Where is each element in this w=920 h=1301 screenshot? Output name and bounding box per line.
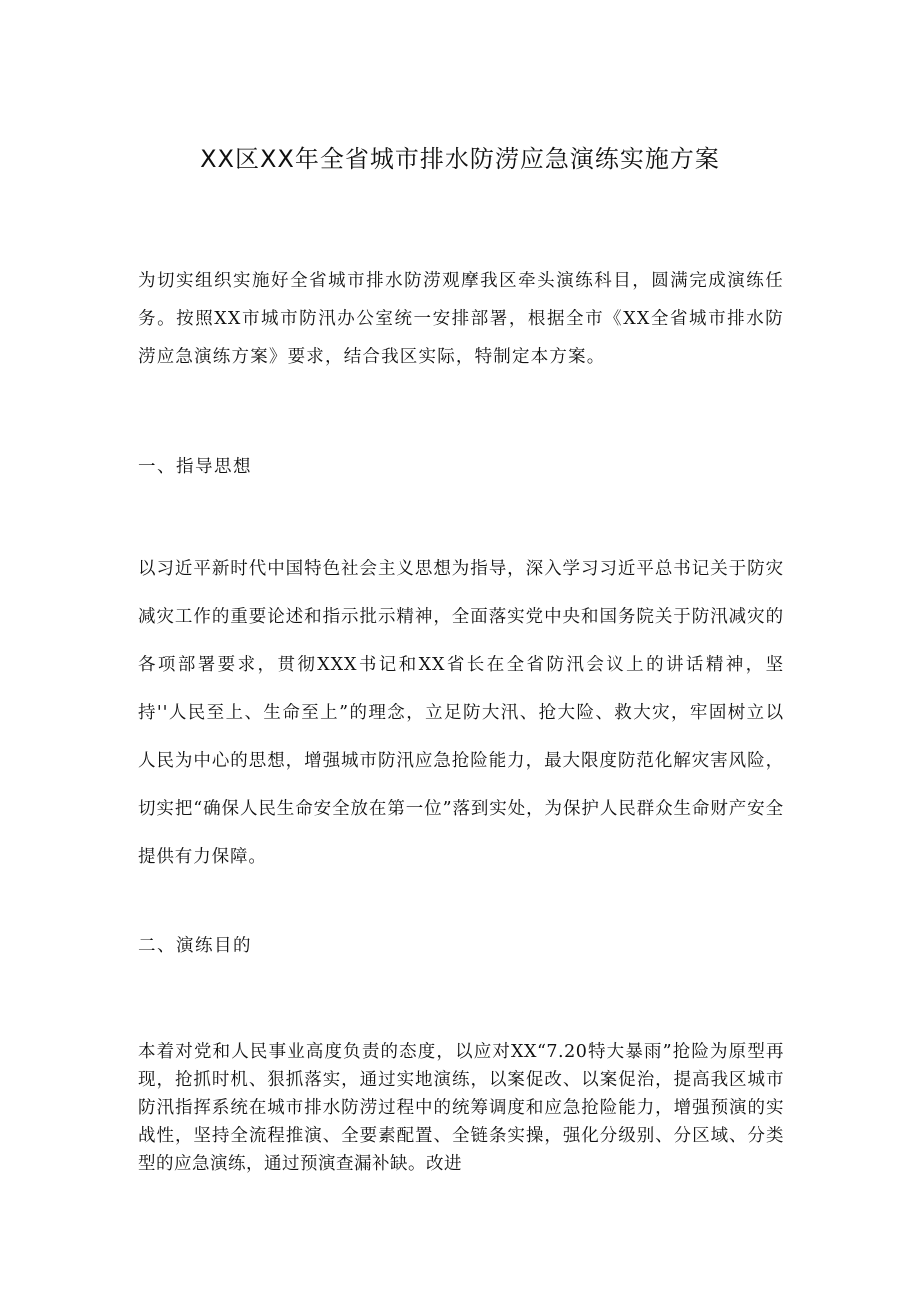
intro-paragraph: 为切实组织实施好全省城市排水防涝观摩我区牵头演练科目，圆满完成演练任务。按照XX市城市防汛办公室统一安排部署，根据全市《XX全省城市排水防涝应急演练方案》要求，结合我区实际，特制定本方案。 (138, 271, 784, 367)
section-heading-guiding-ideology: 一、指导思想 (138, 457, 252, 477)
section-heading-drill-purpose: 二、演练目的 (138, 936, 252, 956)
section-body-drill-purpose: 本着对党和人民事业高度负责的态度，以应对XX“7.20特大暴雨”抢险为原型再现，抢抓时机、狠抓落实，通过实地演练，以案促改、以案促治，提高我区城市防汛指挥系统在城市排水防涝过程中的统筹调度和应急抢险能力，增强预演的实战性，坚持全流程推演、全要素配置、全链条实操，强化分级别、分区域、分类型的应急演练，通过预演查漏补缺。改进 (138, 1042, 784, 1174)
section-body-guiding-ideology: 以习近平新时代中国特色社会主义思想为指导，深入学习习近平总书记关于防灾减灾工作的重要论述和指示批示精神，全面落实党中央和国务院关于防汛减灾的各项部署要求，贯彻XXX书记和XX省长在全省防汛会议上的讲话精神，坚持''人民至上、生命至上”的理念，立足防大汛、抢大险、救大灾，牢固树立以人民为中心的思想，增强城市防汛应急抢险能力，最大限度防范化解灾害风险，切实把“确保人民生命安全放在第一位”落到实处，为保护人民群众生命财产安全提供有力保障。 (138, 559, 784, 867)
document-title: XX区XX年全省城市排水防涝应急演练实施方案 (200, 145, 720, 173)
